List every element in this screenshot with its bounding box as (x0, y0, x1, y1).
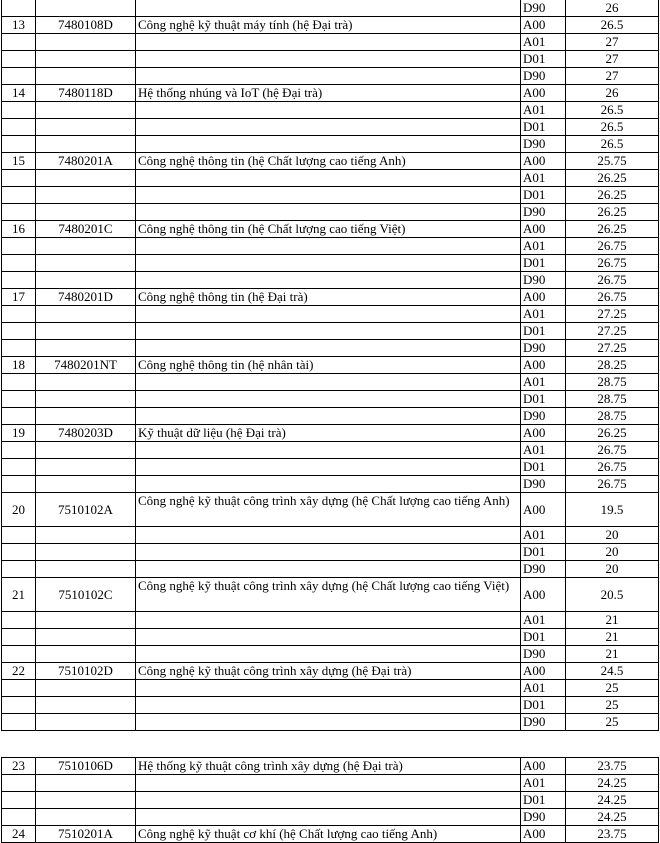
program-name (136, 391, 521, 408)
table-row (2, 544, 659, 561)
subject-combination: A00 (521, 221, 566, 238)
admission-score: 26.25 (566, 425, 659, 442)
program-code (36, 68, 136, 85)
subject-combination: A01 (521, 374, 566, 391)
admission-score: 20 (566, 527, 659, 544)
admission-score: 21 (566, 612, 659, 629)
program-code: 7480201NT (36, 357, 136, 374)
program-name (136, 408, 521, 425)
program-name (136, 442, 521, 459)
program-code: 7480201C (36, 221, 136, 238)
program-name (136, 272, 521, 289)
subject-combination: D01 (521, 544, 566, 561)
subject-combination: A01 (521, 612, 566, 629)
row-number: 21 (2, 578, 36, 612)
subject-combination: D01 (521, 323, 566, 340)
row-number: 14 (2, 85, 36, 102)
table-row (2, 85, 659, 102)
row-number (2, 442, 36, 459)
program-name (136, 306, 521, 323)
admission-score-table-bottom (1, 757, 659, 843)
admission-score: 27.25 (566, 323, 659, 340)
program-code (36, 442, 136, 459)
program-code: 7510106D (36, 758, 136, 775)
admission-score: 28.75 (566, 374, 659, 391)
subject-combination: D01 (521, 459, 566, 476)
subject-combination: D90 (521, 408, 566, 425)
table-row (2, 51, 659, 68)
row-number (2, 323, 36, 340)
admission-score: 27.25 (566, 340, 659, 357)
row-number (2, 340, 36, 357)
program-name: Công nghệ kỹ thuật cơ khí (hệ Chất lượng cao tiếng Anh) (136, 826, 521, 843)
admission-score-table-top (1, 0, 659, 731)
program-name (136, 680, 521, 697)
program-name (136, 68, 521, 85)
table-row (2, 442, 659, 459)
admission-score: 28.25 (566, 357, 659, 374)
table-row (2, 187, 659, 204)
admission-score: 21 (566, 646, 659, 663)
admission-score: 25 (566, 680, 659, 697)
row-number (2, 51, 36, 68)
subject-combination: D01 (521, 629, 566, 646)
subject-combination: A00 (521, 85, 566, 102)
program-code (36, 238, 136, 255)
program-code (36, 323, 136, 340)
program-name (136, 459, 521, 476)
subject-combination: D90 (521, 714, 566, 731)
program-name (136, 775, 521, 792)
program-code (36, 255, 136, 272)
program-code (36, 612, 136, 629)
table-row (2, 612, 659, 629)
subject-combination: A01 (521, 102, 566, 119)
row-number: 20 (2, 493, 36, 527)
row-number (2, 612, 36, 629)
subject-combination: A00 (521, 289, 566, 306)
table-row (2, 221, 659, 238)
program-code: 7480201D (36, 289, 136, 306)
program-code (36, 646, 136, 663)
program-name (136, 714, 521, 731)
subject-combination: D90 (521, 272, 566, 289)
table-row (2, 527, 659, 544)
program-name: Hệ thống nhúng và IoT (hệ Đại trà) (136, 85, 521, 102)
program-name (136, 34, 521, 51)
program-name: Công nghệ thông tin (hệ Chất lượng cao tiếng Việt) (136, 221, 521, 238)
row-number (2, 697, 36, 714)
program-code (36, 792, 136, 809)
admission-score: 26.75 (566, 442, 659, 459)
program-name: Hệ thống kỹ thuật công trình xây dựng (hệ Đại trà) (136, 758, 521, 775)
program-code (36, 544, 136, 561)
admission-score: 23.75 (566, 758, 659, 775)
admission-score: 26 (566, 85, 659, 102)
program-name: Công nghệ kỹ thuật công trình xây dựng (hệ Đại trà) (136, 663, 521, 680)
program-name: Công nghệ kỹ thuật công trình xây dựng (hệ Chất lượng cao tiếng Việt) (136, 578, 521, 612)
program-name (136, 187, 521, 204)
row-number (2, 68, 36, 85)
row-number: 16 (2, 221, 36, 238)
program-name (136, 612, 521, 629)
subject-combination: D90 (521, 340, 566, 357)
program-code: 7510102C (36, 578, 136, 612)
program-code (36, 204, 136, 221)
program-code (36, 408, 136, 425)
admission-score: 20 (566, 544, 659, 561)
table-row (2, 697, 659, 714)
admission-score: 26.75 (566, 238, 659, 255)
admission-score: 26.25 (566, 170, 659, 187)
table-row (2, 629, 659, 646)
row-number (2, 136, 36, 153)
row-number (2, 792, 36, 809)
row-number (2, 187, 36, 204)
subject-combination: A01 (521, 170, 566, 187)
admission-score: 24.25 (566, 792, 659, 809)
subject-combination: D90 (521, 136, 566, 153)
program-name (136, 809, 521, 826)
program-code (36, 809, 136, 826)
subject-combination: D01 (521, 697, 566, 714)
program-name: Công nghệ thông tin (hệ nhân tài) (136, 357, 521, 374)
subject-combination: D90 (521, 68, 566, 85)
table-row (2, 775, 659, 792)
program-name (136, 340, 521, 357)
row-number: 17 (2, 289, 36, 306)
program-code: 7480108D (36, 17, 136, 34)
table-row (2, 255, 659, 272)
table-row (2, 680, 659, 697)
table-row (2, 119, 659, 136)
admission-score: 26.25 (566, 187, 659, 204)
subject-combination: A00 (521, 425, 566, 442)
table-row (2, 408, 659, 425)
subject-combination: A01 (521, 442, 566, 459)
program-code: 7510102A (36, 493, 136, 527)
program-code (36, 0, 136, 17)
row-number (2, 391, 36, 408)
program-code (36, 561, 136, 578)
program-name: Kỹ thuật dữ liệu (hệ Đại trà) (136, 425, 521, 442)
program-code (36, 136, 136, 153)
subject-combination: A00 (521, 357, 566, 374)
program-code (36, 391, 136, 408)
table-row (2, 646, 659, 663)
row-number (2, 459, 36, 476)
program-code (36, 629, 136, 646)
table-row (2, 476, 659, 493)
program-name (136, 170, 521, 187)
program-code (36, 680, 136, 697)
subject-combination: D01 (521, 255, 566, 272)
program-name (136, 476, 521, 493)
table-row (2, 68, 659, 85)
row-number (2, 255, 36, 272)
admission-score: 25.75 (566, 153, 659, 170)
admission-score: 25 (566, 714, 659, 731)
row-number: 18 (2, 357, 36, 374)
row-number (2, 119, 36, 136)
subject-combination: A00 (521, 153, 566, 170)
program-code (36, 459, 136, 476)
program-code (36, 714, 136, 731)
table-row (2, 272, 659, 289)
program-code (36, 476, 136, 493)
program-name (136, 792, 521, 809)
program-name (136, 527, 521, 544)
program-code: 7510102D (36, 663, 136, 680)
program-code (36, 306, 136, 323)
program-code (36, 187, 136, 204)
program-code (36, 697, 136, 714)
admission-score: 20 (566, 561, 659, 578)
table-row (2, 578, 659, 612)
row-number: 13 (2, 17, 36, 34)
program-name: Công nghệ kỹ thuật công trình xây dựng (hệ Chất lượng cao tiếng Anh) (136, 493, 521, 527)
row-number (2, 561, 36, 578)
subject-combination: A00 (521, 578, 566, 612)
admission-score: 26.75 (566, 459, 659, 476)
admission-score: 27.25 (566, 306, 659, 323)
table-row (2, 17, 659, 34)
admission-score: 25 (566, 697, 659, 714)
program-name (136, 0, 521, 17)
program-name: Công nghệ thông tin (hệ Đại trà) (136, 289, 521, 306)
row-number (2, 0, 36, 17)
table-row (2, 561, 659, 578)
admission-score: 26.75 (566, 255, 659, 272)
subject-combination: D90 (521, 204, 566, 221)
row-number: 15 (2, 153, 36, 170)
admission-score: 26.25 (566, 221, 659, 238)
admission-score: 27 (566, 68, 659, 85)
subject-combination: D90 (521, 809, 566, 826)
subject-combination: D90 (521, 476, 566, 493)
program-code (36, 340, 136, 357)
table-row (2, 809, 659, 826)
admission-score: 28.75 (566, 391, 659, 408)
table-row (2, 826, 659, 843)
program-code: 7510201A (36, 826, 136, 843)
admission-score: 20.5 (566, 578, 659, 612)
admission-score: 27 (566, 34, 659, 51)
table-row (2, 34, 659, 51)
admission-score: 26.75 (566, 272, 659, 289)
subject-combination: A00 (521, 493, 566, 527)
subject-combination: A00 (521, 17, 566, 34)
program-name (136, 697, 521, 714)
row-number (2, 775, 36, 792)
table-row (2, 758, 659, 775)
row-number: 19 (2, 425, 36, 442)
program-name (136, 629, 521, 646)
program-name (136, 255, 521, 272)
admission-score: 26.75 (566, 476, 659, 493)
admission-score: 26.75 (566, 289, 659, 306)
program-code (36, 775, 136, 792)
row-number (2, 544, 36, 561)
program-name: Công nghệ kỹ thuật máy tính (hệ Đại trà) (136, 17, 521, 34)
program-name (136, 136, 521, 153)
row-number (2, 714, 36, 731)
row-number (2, 646, 36, 663)
admission-score: 26 (566, 0, 659, 17)
row-number (2, 476, 36, 493)
subject-combination: D01 (521, 391, 566, 408)
program-name (136, 561, 521, 578)
subject-combination: D01 (521, 187, 566, 204)
row-number (2, 238, 36, 255)
table-row (2, 425, 659, 442)
subject-combination: D01 (521, 119, 566, 136)
table-row (2, 289, 659, 306)
subject-combination: A00 (521, 758, 566, 775)
table-row (2, 136, 659, 153)
program-code (36, 527, 136, 544)
admission-score: 26.5 (566, 136, 659, 153)
table-row (2, 391, 659, 408)
subject-combination: D01 (521, 792, 566, 809)
table-row (2, 0, 659, 17)
admission-score: 24.25 (566, 775, 659, 792)
row-number (2, 629, 36, 646)
row-number (2, 527, 36, 544)
row-number: 22 (2, 663, 36, 680)
row-number: 24 (2, 826, 36, 843)
admission-score: 24.5 (566, 663, 659, 680)
row-number (2, 204, 36, 221)
program-code (36, 272, 136, 289)
program-name (136, 374, 521, 391)
row-number (2, 34, 36, 51)
program-name (136, 646, 521, 663)
table-row (2, 306, 659, 323)
row-number (2, 374, 36, 391)
row-number: 23 (2, 758, 36, 775)
subject-combination: D01 (521, 51, 566, 68)
table-row (2, 102, 659, 119)
table-row (2, 204, 659, 221)
subject-combination: A00 (521, 826, 566, 843)
admission-score: 26.5 (566, 17, 659, 34)
program-code (36, 102, 136, 119)
program-name (136, 51, 521, 68)
subject-combination: A00 (521, 663, 566, 680)
subject-combination: A01 (521, 238, 566, 255)
program-name (136, 204, 521, 221)
table-row (2, 792, 659, 809)
row-number (2, 809, 36, 826)
admission-score: 24.25 (566, 809, 659, 826)
table-row (2, 340, 659, 357)
program-code (36, 119, 136, 136)
admission-score: 26.25 (566, 204, 659, 221)
row-number (2, 408, 36, 425)
subject-combination: A01 (521, 775, 566, 792)
program-name (136, 238, 521, 255)
program-code (36, 51, 136, 68)
admission-score: 19.5 (566, 493, 659, 527)
program-name (136, 119, 521, 136)
row-number (2, 272, 36, 289)
admission-score: 28.75 (566, 408, 659, 425)
program-name (136, 544, 521, 561)
row-number (2, 102, 36, 119)
table-row (2, 663, 659, 680)
program-name (136, 323, 521, 340)
table-row (2, 238, 659, 255)
table-row (2, 153, 659, 170)
table-row (2, 323, 659, 340)
program-code (36, 34, 136, 51)
program-code (36, 170, 136, 187)
subject-combination: A01 (521, 306, 566, 323)
program-code: 7480201A (36, 153, 136, 170)
admission-score: 21 (566, 629, 659, 646)
program-code: 7480203D (36, 425, 136, 442)
table-row (2, 374, 659, 391)
table-row (2, 170, 659, 187)
row-number (2, 170, 36, 187)
program-name (136, 102, 521, 119)
program-code: 7480118D (36, 85, 136, 102)
admission-score: 23.75 (566, 826, 659, 843)
table-row (2, 459, 659, 476)
subject-combination: A01 (521, 680, 566, 697)
subject-combination: A01 (521, 34, 566, 51)
subject-combination: D90 (521, 646, 566, 663)
admission-score: 27 (566, 51, 659, 68)
table-row (2, 493, 659, 527)
admission-score: 26.5 (566, 102, 659, 119)
table-row (2, 714, 659, 731)
program-name: Công nghệ thông tin (hệ Chất lượng cao tiếng Anh) (136, 153, 521, 170)
program-code (36, 374, 136, 391)
subject-combination: D90 (521, 0, 566, 17)
subject-combination: A01 (521, 527, 566, 544)
subject-combination: D90 (521, 561, 566, 578)
row-number (2, 306, 36, 323)
table-row (2, 357, 659, 374)
row-number (2, 680, 36, 697)
admission-score: 26.5 (566, 119, 659, 136)
